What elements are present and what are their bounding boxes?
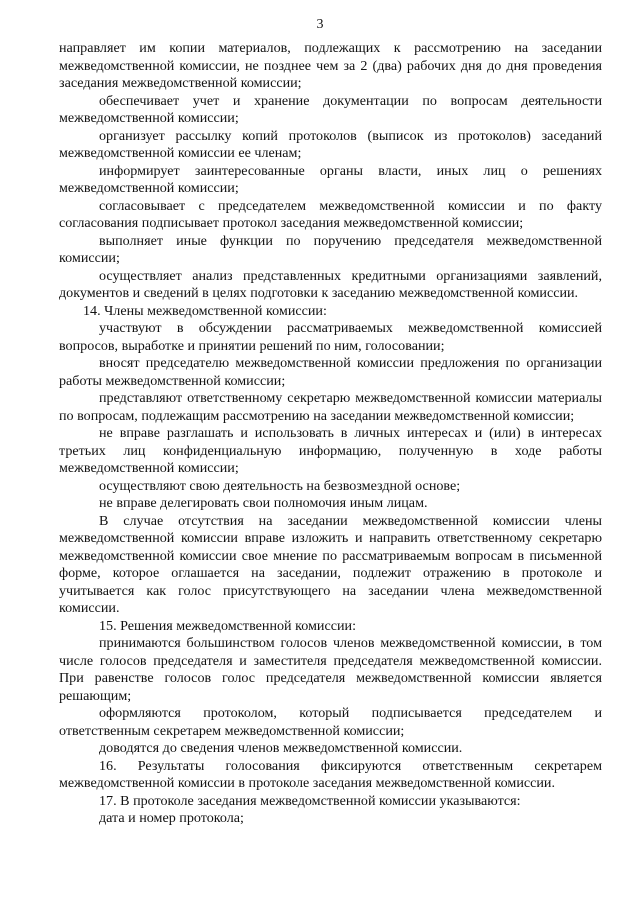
paragraph-0: направляет им копии материалов, подлежащих к рассмотрению на заседании межведомственной комиссии, не позднее чем за 2 (два) рабочих дня до дня проведения заседания межведомственной комиссии; (59, 40, 602, 91)
paragraph-15: 15. Решения межведомственной комиссии: (99, 617, 356, 634)
paragraph-21: дата и номер протокола; (99, 810, 244, 826)
paragraph-7: 14. Члены межведомственной комиссии: (83, 302, 327, 319)
document-body (59, 40, 602, 828)
paragraph-3: информирует заинтересованные органы власти, иных лиц о решениях межведомственной комиссии; (59, 162, 602, 196)
paragraph-6: осуществляет анализ представленных кредитными организациями заявлений, документов и сведений в целях подготовки к заседанию межведомственной комиссии. (59, 267, 602, 301)
paragraph-20: 17. В протоколе заседания межведомственной комиссии указываются: (99, 792, 521, 809)
paragraph-12: осуществляют свою деятельность на безвозмездной основе; (99, 477, 461, 494)
paragraph-4: согласовывает с председателем межведомственной комиссии и по факту согласования подписывает протокол заседания межведомственной комиссии; (59, 197, 602, 231)
paragraph-1: обеспечивает учет и хранение документации по вопросам деятельности межведомственной комиссии; (59, 92, 602, 126)
paragraph-9: вносят председателю межведомственной комиссии предложения по организации работы межведомственной комиссии; (59, 355, 602, 389)
paragraph-19: 16. Результаты голосования фиксируются ответственным секретарем межведомственной комиссии в протоколе заседания межведомственной комиссии. (59, 757, 602, 791)
paragraph-18: доводятся до сведения членов межведомственной комиссии. (99, 740, 463, 756)
paragraph-14: В случае отсутствия на заседании межведомственной комиссии члены межведомственной комиссии вправе изложить и направить ответственному секретарю межведомственной комиссии свое мнение по рассматриваемым вопросам в письменной форме, которое оглашается на заседании, подлежит отражению в протоколе и учитывается как голос присутствующего на заседании члена межведомственной комиссии. (59, 512, 602, 616)
paragraph-13: не вправе делегировать свои полномочия иным лицам. (99, 495, 428, 511)
paragraph-10: представляют ответственному секретарю межведомственной комиссии материалы по вопросам, подлежащим рассмотрению на заседании межведомственной комиссии; (59, 390, 602, 424)
paragraph-17: оформляются протоколом, который подписывается председателем и ответственным секретарем межведомственной комиссии; (59, 705, 602, 739)
paragraph-2: организует рассылку копий протоколов (выписок из протоколов) заседаний межведомственной комиссии ее членам; (59, 127, 602, 161)
paragraph-5: выполняет иные функции по поручению председателя межведомственной комиссии; (59, 232, 602, 266)
paragraph-16: принимаются большинством голосов членов межведомственной комиссии, в том числе голосов председателя и заместителя председателя межведомственной комиссии. При равенстве голосов голос председателя межведомственной комиссии является решающим; (59, 635, 602, 704)
paragraph-11: не вправе разглашать и использовать в личных интересах и (или) в интересах третьих лиц конфиденциальную информацию, полученную в ходе работы межведомственной комиссии; (59, 425, 602, 476)
paragraph-8: участвуют в обсуждении рассматриваемых межведомственной комиссией вопросов, выработке и принятии решений по ним, голосовании; (59, 320, 602, 354)
page-number: 3 (316, 17, 324, 32)
